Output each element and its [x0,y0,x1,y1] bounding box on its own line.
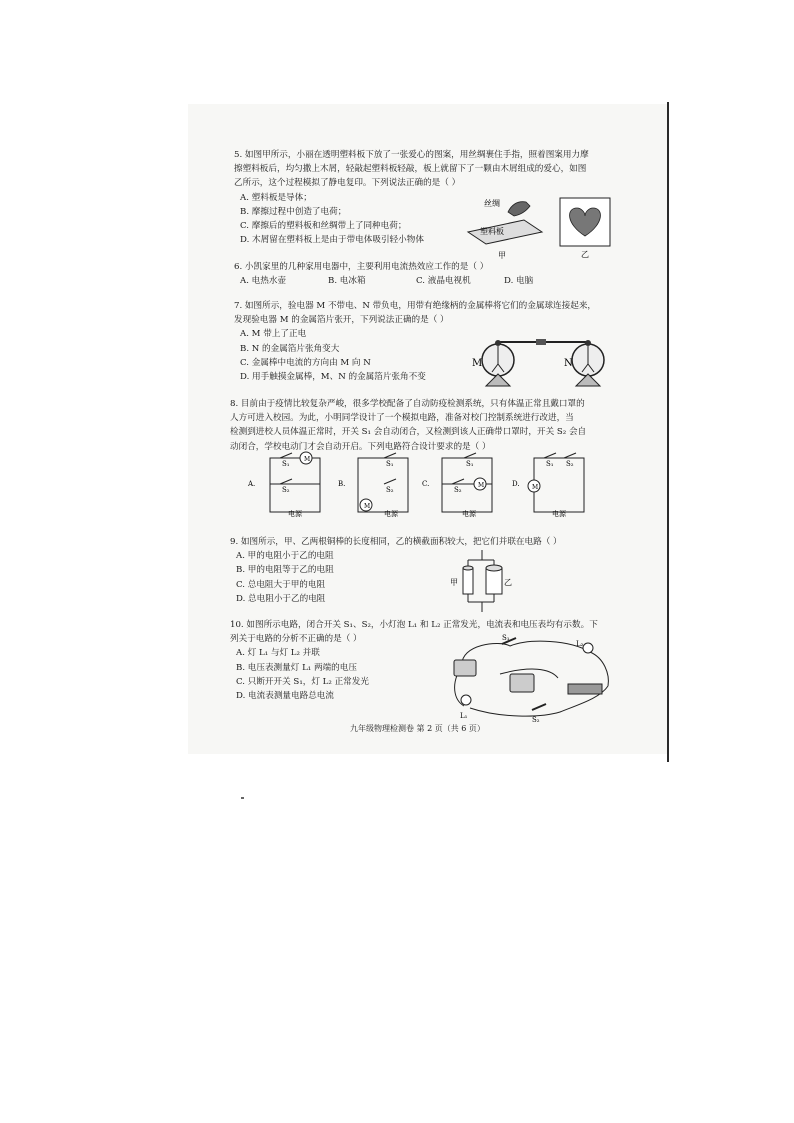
q10-label-l1: L₁ [460,712,468,720]
scan-speck [241,797,244,799]
q9-option-b: B. 甲的电阻等于乙的电阻 [236,565,334,576]
q8-stem-line: 人方可进入校园。为此，小明同学设计了一个模拟电路，准备对校门控制系统进行改进，当 [230,413,574,424]
q10-stem-line: 列关于电路的分析不正确的是（ ） [230,634,362,645]
q6-option-b: B. 电冰箱 [328,276,366,287]
q7-option-b: B. N 的金属箔片张角变大 [240,343,340,354]
q8-label-c: C. [422,480,430,488]
q9-stem: 9. 如图所示，甲、乙两根铜棒的长度相同，乙的横截面积较大，把它们并联在电路（ ） [230,537,562,547]
q8-s2-a: S₂ [282,486,290,494]
page-edge-line [667,102,669,762]
q8-motor-c: M [478,482,485,489]
q10-option-c: C. 只断开开关 S₁，灯 L₂ 正常发光 [236,676,369,687]
q10-label-l2: L₂ [576,640,584,648]
q8-label-d: D. [512,480,520,488]
q8-motor-d: M [532,484,539,491]
q8-s2-d: S₂ [566,460,574,468]
question-6 [234,260,533,288]
q6-option-d: D. 电脑 [504,276,534,287]
q8-label-a: A. [248,480,256,488]
q7-label-n: N [564,358,573,369]
question-8 [230,397,586,454]
q5-option-a: A. 塑料板是导体； [240,192,312,203]
q10-stem-line: 10. 如图所示电路，闭合开关 S₁、S₂，小灯泡 L₁ 和 L₂ 正常发光，电流表和电压表均有示数。下 [230,620,598,630]
q8-source-c: 电源 [462,510,476,518]
q9-option-c: C. 总电阻大于甲的电阻 [236,579,326,590]
q5-label-jia: 甲 [498,251,506,260]
page-footer: 九年级物理检测卷 第 2 页（共 6 页） [350,724,485,733]
q7-stem-line: 7. 如图所示，验电器 M 不带电、N 带负电，用带有绝缘柄的金属棒将它们的金属球连接起来， [234,301,597,311]
q5-label-silk: 丝绸 [484,199,500,208]
q5-label-yi: 乙 [581,250,589,259]
q5-option-d: D. 木屑留在塑料板上是由于带电体吸引轻小物体 [240,235,424,246]
q10-label-s1: S₁ [502,634,510,642]
q5-stem-line: 擦塑料板后，均匀撒上木屑，轻敲起塑料板轻敲，板上就留下了一颗由木屑组成的爱心，如图 [234,164,587,175]
q8-s1-c: S₁ [466,460,474,468]
q9-label-yi: 乙 [504,578,512,587]
q10-option-b: B. 电压表测量灯 L₁ 两端的电压 [236,662,357,673]
q8-s1-b: S₁ [386,460,394,468]
q9-label-jia: 甲 [450,578,458,587]
q8-motor-a: M [304,456,311,463]
q8-stem-line: 8. 目前由于疫情比较复杂严峻，很多学校配备了自动防疫检测系统，只有体温正常且戴口罩的 [230,399,585,409]
q10-option-a: A. 灯 L₁ 与灯 L₂ 并联 [236,648,320,659]
q8-source-b: 电源 [384,510,398,518]
q9-option-a: A. 甲的电阻小于乙的电阻 [236,551,334,562]
q8-source-d: 电源 [552,510,566,518]
q5-stem-line: 5. 如图甲所示，小丽在透明塑料板下放了一张爱心的图案，用丝绸裹住手指，照着图案用力摩 [234,150,589,160]
q7-label-m: M [472,358,483,369]
q5-stem-line: 乙所示，这个过程模拟了静电复印。下列说法正确的是（ ） [234,178,461,189]
q7-option-c: C. 金属棒中电流的方向由 M 向 N [240,357,371,368]
q6-option-c: C. 液晶电视机 [416,276,471,287]
q7-electroscope-figure [468,334,618,389]
q9-copper-rods-figure [444,548,524,614]
q10-option-d: D. 电流表测量电路总电流 [236,691,334,702]
q7-option-a: A. M 带上了正电 [240,329,307,340]
q8-stem-line: 动闭合，学校电动门才会自动开启。下列电路符合设计要求的是（ ） [230,441,491,452]
q8-source-a: 电源 [288,510,302,518]
q8-motor-b: M [364,503,371,510]
q8-s2-c: S₂ [454,486,462,494]
q7-option-d: D. 用手触摸金属棒，M、N 的金属箔片张角不变 [240,372,426,383]
q7-stem-line: 发现验电器 M 的金属箔片张开，下列说法正确的是（ ） [234,315,449,326]
q6-option-a: A. 电热水壶 [240,276,287,287]
q5-option-b: B. 摩擦过程中创造了电荷； [240,206,347,217]
q10-physical-circuit-figure [440,634,616,724]
q6-stem: 6. 小凯家里的几种家用电器中，主要利用电流热效应工作的是（ ） [234,262,489,272]
q8-circuits-figure [240,450,600,522]
q5-option-c: C. 摩擦后的塑料板和丝绸带上了同种电荷； [240,221,407,232]
q8-s2-b: S₂ [386,486,394,494]
q8-label-b: B. [338,480,346,488]
q10-label-s2: S₂ [532,716,540,724]
q9-option-d: D. 总电阻小于乙的电阻 [236,593,326,604]
q8-s1-d: S₁ [546,460,554,468]
q8-s1-a: S₁ [282,460,290,468]
q8-stem-line: 检测到进校人员体温正常时，开关 S₁ 会自动闭合，又检测到该人正确带口罩时，开关 S₂ 会自 [230,427,587,438]
q5-figure [462,190,622,260]
q5-label-plate: 塑料板 [480,227,504,236]
